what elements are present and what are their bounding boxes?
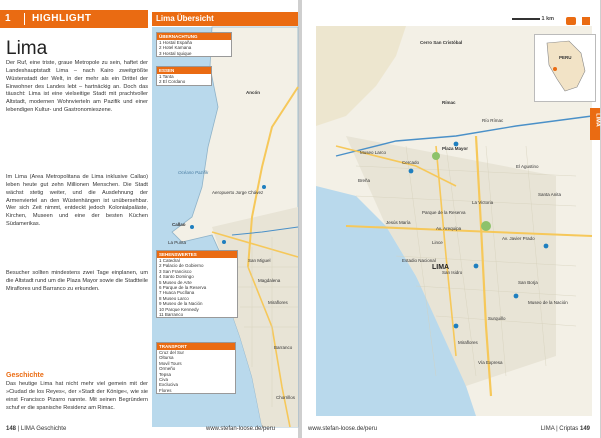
- map-label: Breña: [358, 178, 371, 183]
- highlight-bar: [0, 10, 148, 28]
- sight-marker: [474, 264, 479, 269]
- map-label: Magdalena: [258, 278, 281, 283]
- intro-paragraph: Der Ruf, eine triste, graue Metropole zu sein, haftet der Landeshauptstadt Lima – nach Kairo zweitgrößte Wüstenstadt der Welt, in der mehr als ein Drittel der Einwohner des Landes lebt – hartnäckig an. Doch das täuscht: Lima ist eine vielseitige Stadt mit prachtvoller Altstadt, modernen Wohnvierteln am Pazifik und einer lebendigen Kultur- und Gastronomieszene.: [6, 60, 148, 114]
- map-label: Lince: [432, 240, 443, 245]
- sight-marker: [454, 324, 459, 329]
- map-header: Lima Übersicht: [152, 12, 298, 26]
- map-label: Miraflores: [268, 300, 288, 305]
- map-label: Santa Anita: [538, 192, 562, 197]
- map-label: Museo Larco: [360, 150, 387, 155]
- map-label: Ancón: [246, 90, 260, 95]
- highlight-label: HIGHLIGHT: [32, 13, 92, 24]
- toolbar-icons: [566, 12, 590, 30]
- footer-url[interactable]: www.stefan-loose.de/peru: [308, 426, 378, 432]
- map-label: Surquillo: [488, 316, 506, 321]
- map-label: Cerro San Cristóbal: [420, 40, 463, 45]
- footer-url[interactable]: www.stefan-loose.de/peru: [206, 426, 276, 432]
- map-label: Estadio Nacional: [402, 258, 436, 263]
- map-label: Callao: [172, 222, 186, 227]
- sight-marker: [409, 169, 414, 174]
- map-label: El Agustino: [516, 164, 539, 169]
- map-label: Miraflores: [458, 340, 478, 345]
- park: [481, 221, 491, 231]
- park: [432, 152, 440, 160]
- map-label: Río Rímac: [482, 118, 504, 123]
- sight-marker: [262, 185, 266, 189]
- chapter-number: 1: [5, 13, 11, 24]
- legend-accommodation: ÜBERNACHTUNG 1 Hostal España 2 Hotel Kamana 3 Hostal Iquique: [156, 32, 232, 57]
- inset-label: PERU: [559, 55, 572, 60]
- map-label: La Victoria: [472, 200, 494, 205]
- history-paragraph: Das heutige Lima hat nicht mehr viel gemein mit der »Ciudad de los Reyes«, der »Stadt der Könige«, wie sie einst Francisco Pizarro nannte. Mit seinen Begründern schuf er die spanische Residenz am Rimac.: [6, 381, 148, 411]
- map-label: Av. Arequipa: [436, 226, 462, 231]
- legend-food: ESSEN 1 Tanta 2 El Cordano: [156, 66, 212, 86]
- map-label: Av. Javier Prado: [502, 236, 535, 241]
- map-label: Parque de la Reserva: [422, 210, 466, 215]
- page-number: 148: [6, 426, 17, 432]
- sight-marker: [544, 244, 549, 249]
- peru-inset-map: [534, 34, 596, 102]
- right-footer: LIMA | Criptas 149: [540, 426, 590, 432]
- page-number: 149: [579, 426, 590, 432]
- map-label: Jesús María: [386, 220, 411, 225]
- map-label: Cercado: [402, 160, 420, 165]
- ocean-label: Océano Pazifik: [178, 170, 209, 175]
- map-label: Museo de la Nación: [528, 300, 568, 305]
- map-label: La Punta: [168, 240, 187, 245]
- airport-icon: [222, 240, 226, 244]
- map-label: Plaza Mayor: [442, 146, 469, 151]
- map-label: San Borja: [518, 280, 538, 285]
- briefcase-icon[interactable]: [582, 17, 590, 25]
- map-label: San Miguel: [248, 258, 271, 263]
- map-label: Barranco: [274, 345, 293, 350]
- scale-bar: 1 km: [512, 16, 554, 22]
- map-label: Rímac: [442, 100, 456, 105]
- left-footer: 148 | LIMA Geschichte: [6, 426, 67, 432]
- city-label: LIMA: [432, 264, 450, 271]
- paragraph-2: Im Lima (Area Metropolitana de Lima inklusive Callao) leben heute gut zehn Millionen Menschen. Die Stadt wächst stetig weiter, und die Ausdehnung der Armenviertel an den Wüstenhängen ist unübersehbar. Wer sich Zeit nimmt, entdeckt jedoch Kolonialpaläste, Kirchen, Museen und eine der besten Küchen Südamerikas.: [6, 174, 148, 228]
- legend-sights: SEHENSWERTES 1 Catedral 2 Palacio de Gobierno 3 San Francisco 4 Santo Domingo 5 Museo de Arte 6 Parque de la Reserva 7 Huaca Pucllana 8 Museo Larco 9 Museo de la Nación 10 Parque Kennedy 11 Barranco: [156, 250, 238, 318]
- history-heading: Geschichte: [6, 372, 44, 379]
- left-page: [0, 0, 298, 438]
- map-label: San Isidro: [442, 270, 463, 275]
- map-label: Aeropuerto Jorge Chávez: [212, 190, 264, 195]
- legend-transport: TRANSPORT Cruz del Sur Oltursa Movil Tours Ormeño Tepsa Civa Excluciva Flores: [156, 342, 236, 394]
- paragraph-3: Besucher sollten mindestens zwei Tage einplanen, um die Altstadt rund um die Plaza Mayor sowie die Stadtteile Miraflores und Barranco zu erkunden.: [6, 270, 148, 292]
- section-tab: LIMA: [590, 108, 600, 140]
- sight-marker: [190, 225, 194, 229]
- page-title: Lima: [6, 38, 48, 59]
- sight-marker: [514, 294, 519, 299]
- map-label: Vía Expresa: [478, 360, 503, 365]
- right-page: [302, 0, 600, 438]
- print-icon[interactable]: [566, 17, 576, 25]
- peru-outline: [535, 35, 595, 95]
- map-label: Chorrillos: [276, 395, 296, 400]
